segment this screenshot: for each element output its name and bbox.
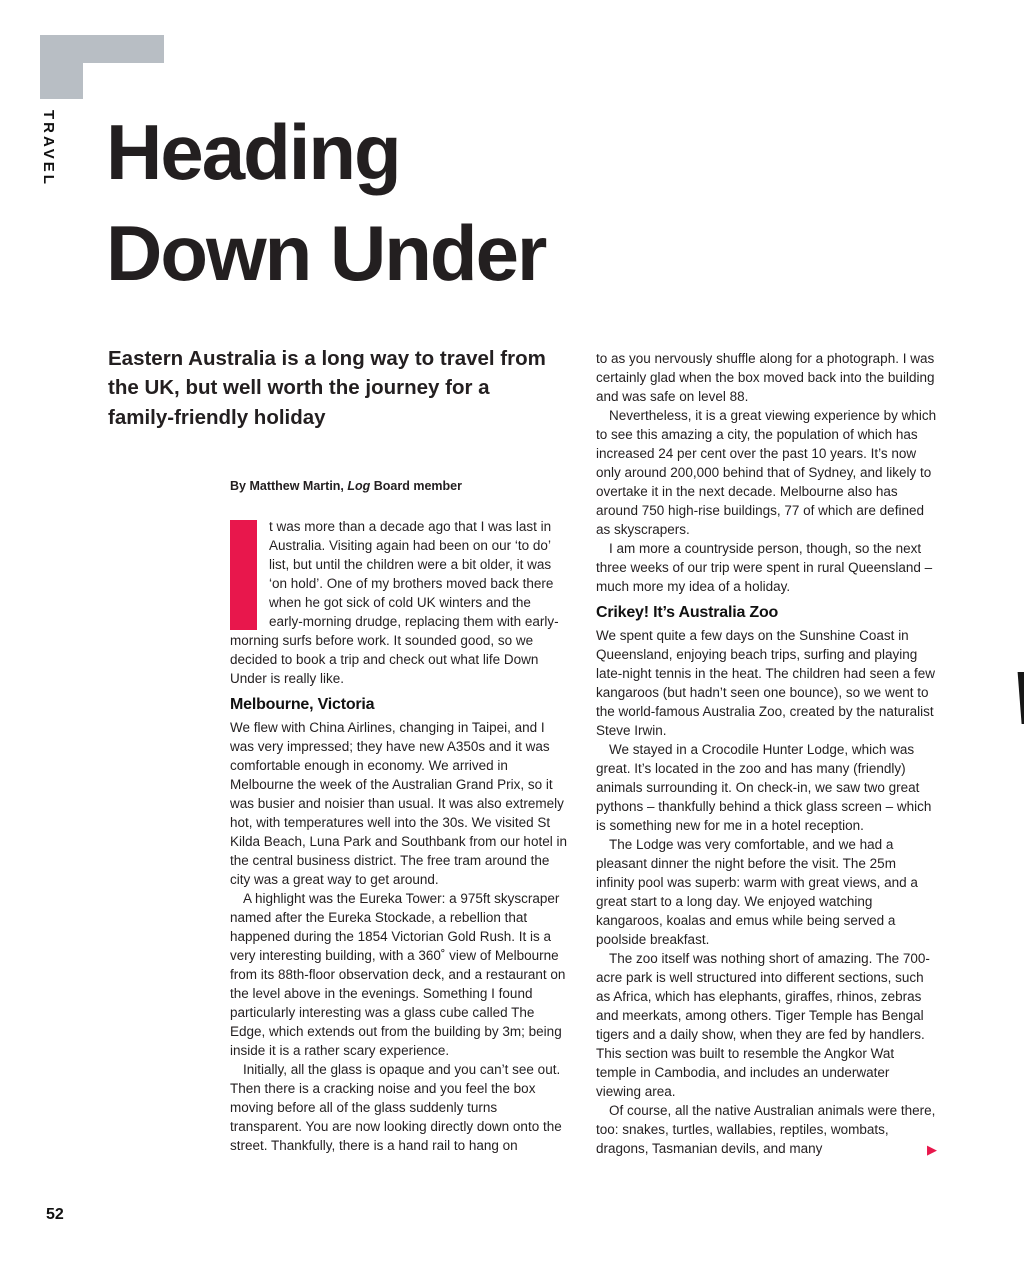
byline [230, 479, 462, 493]
paragraph: The zoo itself was nothing short of amazing. The 700-acre park is well structured into different sections, such as Africa, which has elephants, giraffes, rhinos, zebras and meerkats, among others. Tiger Temple has Bengal tigers and a daily show, when they are fed by handlers. This section was built to resemble the Angkor Wat temple in Cambodia, and includes an underwater viewing area. [596, 951, 930, 1099]
page-edge-image-sliver [1016, 672, 1024, 724]
intro-paragraph [230, 517, 568, 688]
drop-cap [230, 520, 257, 630]
paragraph: to as you nervously shuffle along for a photograph. I was certainly glad when the box moved back into the building and was safe on level 88. [596, 351, 935, 404]
byline-prefix: By Matthew Martin, [230, 479, 348, 493]
section-heading-zoo: Crikey! It’s Australia Zoo [596, 604, 779, 621]
title-line-1: Heading [106, 108, 400, 196]
section-label: TRAVEL [40, 110, 57, 187]
corner-mark-vertical [40, 35, 83, 99]
paragraph: We flew with China Airlines, changing in Taipei, and I was very impressed; they have new A350s and it was comfortable enough in economy. We arrived in Melbourne the week of the Australian Grand Prix, so it was busier and noisier than usual. It was also extremely hot, with temperatures well into the 30s. We visited St Kilda Beach, Luna Park and Southbank from our hotel in the central business district. The free tram around the city was a great way to get around. [230, 720, 567, 887]
page-number: 52 [46, 1206, 64, 1223]
paragraph: I am more a countryside person, though, so the next three weeks of our trip were spent in rural Queensland – much more my idea of a holiday. [596, 541, 933, 594]
paragraph: Of course, all the native Australian animals were there, too: snakes, turtles, wallabies, reptiles, wombats, dragons, Tasmanian devils, and many [596, 1103, 936, 1156]
byline-publication: Log [347, 479, 371, 493]
paragraph: Initially, all the glass is opaque and you can’t see out. Then there is a cracking noise and you feel the box moving before all of the glass suddenly turns transparent. You are now looking directly down onto the street. Thankfully, there is a hand rail to hang on [230, 1062, 562, 1153]
continuation-arrow-icon: ▶ [927, 1142, 937, 1157]
paragraph: We spent quite a few days on the Sunshine Coast in Queensland, enjoying beach trips, surfing and playing late-night tennis in the heat. The children had seen a few kangaroos (but hadn’t seen one bounce), so we went to the world-famous Australia Zoo, created by the naturalist Steve Irwin. [596, 628, 935, 738]
byline-suffix: Board member [370, 479, 462, 493]
article-title [106, 102, 545, 303]
paragraph: Nevertheless, it is a great viewing experience by which to see this amazing a city, the population of which has increased 24 per cent over the past 10 years. It’s now only around 200,000 behind that of Sydney, and likely to overtake it in the next decade. Melbourne also has around 750 high-rise buildings, 77 of which are defined as skyscrapers. [596, 408, 937, 537]
paragraph: We stayed in a Crocodile Hunter Lodge, which was great. It’s located in the zoo and has many (friendly) animals surrounding it. On check-in, we saw two great pythons – thankfully behind a thick glass screen – which is something new for me in a hotel reception. [596, 742, 932, 833]
section-heading-melbourne: Melbourne, Victoria [230, 696, 375, 713]
paragraph: The Lodge was very comfortable, and we had a pleasant dinner the night before the visit. The 25m infinity pool was superb: warm with great views, and a great start to a long day. We enjoyed watching kangaroos, koalas and emus while being served a poolside breakfast. [596, 837, 918, 947]
paragraph: A highlight was the Eureka Tower: a 975ft skyscraper named after the Eureka Stockade, a rebellion that happened during the 1854 Victorian Gold Rush. It is a very interesting building, with a 360˚ view of Melbourne from its 88th-floor observation deck, and a restaurant on the level above in the evenings. Something I found particularly interesting was a glass cube called The Edge, which extends out from the building by 3m; being inside it is a rather scary experience. [230, 891, 566, 1058]
right-column [596, 349, 937, 1158]
corner-mark [40, 35, 164, 99]
title-line-2: Down Under [106, 208, 546, 297]
standfirst: Eastern Australia is a long way to travel from the UK, but well worth the journey for a family-friendly holiday [108, 347, 546, 429]
intro-text: t was more than a decade ago that I was last in Australia. Visiting again had been on our ‘to do’ list, but until the children were a bit older, it was ‘on hold’. One of my brothers moved back there when he got sick of cold UK winters and the early-morning drudge, replacing them with early-morning surfs before work. It sounded good, so we decided to book a trip and check out what life Down Under is really like. [230, 519, 559, 686]
left-column [230, 517, 568, 1155]
